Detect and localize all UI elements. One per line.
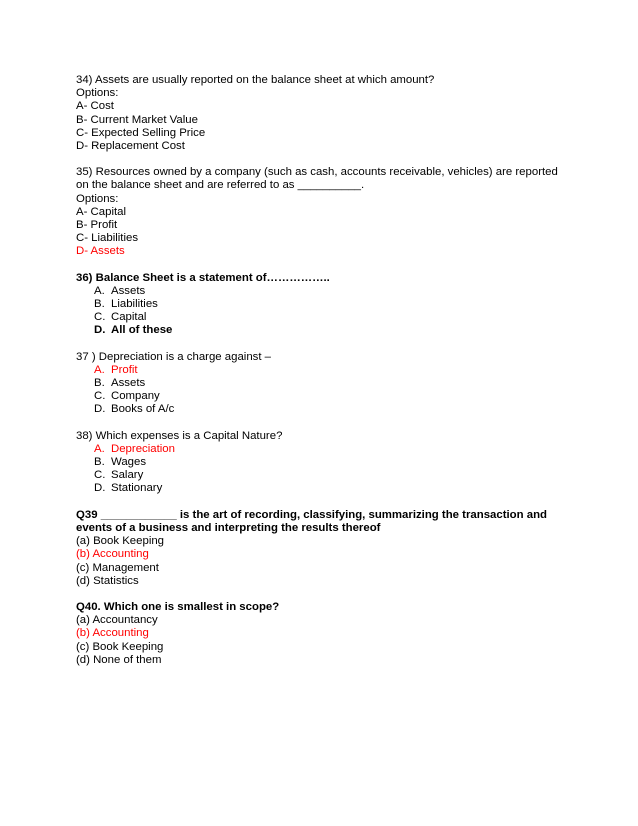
option-text: Stationary bbox=[111, 482, 163, 495]
option-37-d bbox=[94, 403, 576, 416]
option-38-d bbox=[94, 482, 576, 495]
options-label: Options: bbox=[76, 192, 119, 205]
document-page bbox=[76, 74, 576, 680]
option-text: Wages bbox=[111, 456, 147, 469]
option-38-b bbox=[94, 456, 576, 469]
option-label: B. bbox=[94, 377, 105, 390]
question-34-text: 34) Assets are usually reported on the balance sheet at which amount? bbox=[76, 74, 435, 86]
option-text: Capital bbox=[111, 311, 147, 324]
option-39-c: (c) Management bbox=[76, 561, 159, 574]
question-36 bbox=[76, 272, 576, 338]
option-35-c: C- Liabilities bbox=[76, 232, 139, 245]
option-text: Salary bbox=[111, 469, 144, 482]
option-label: C. bbox=[94, 469, 106, 482]
option-34-d: D- Replacement Cost bbox=[76, 140, 185, 153]
question-35-text-line1: 35) Resources owned by a company (such as cash, accounts receivable, vehicles) are reported bbox=[76, 166, 558, 179]
option-40-a: (a) Accountancy bbox=[76, 614, 158, 627]
option-label: A. bbox=[94, 284, 105, 297]
option-label: C. bbox=[94, 311, 106, 324]
question-37-text: 37 ) Depreciation is a charge against – bbox=[76, 350, 272, 363]
question-39 bbox=[76, 509, 576, 588]
option-text: Assets bbox=[111, 284, 146, 297]
question-39-text-line2: events of a business and interpreting the results thereof bbox=[76, 521, 381, 534]
question-38 bbox=[76, 430, 576, 496]
option-text: Books of A/c bbox=[111, 403, 175, 416]
option-38-a-answer bbox=[94, 443, 576, 456]
option-35-a: A- Capital bbox=[76, 205, 127, 218]
option-36-d-answer bbox=[94, 324, 576, 337]
option-34-a: A- Cost bbox=[76, 100, 114, 113]
option-35-d-answer: D- Assets bbox=[76, 245, 125, 258]
option-label: A. bbox=[94, 363, 105, 376]
option-40-d: (d) None of them bbox=[76, 653, 162, 666]
question-40 bbox=[76, 601, 576, 667]
option-36-a bbox=[94, 285, 576, 298]
option-list-36 bbox=[76, 285, 576, 338]
question-34 bbox=[76, 74, 576, 153]
option-37-a-answer bbox=[94, 364, 576, 377]
option-39-b-answer: (b) Accounting bbox=[76, 548, 149, 561]
question-37 bbox=[76, 351, 576, 417]
option-label: A. bbox=[94, 442, 105, 455]
option-text: Assets bbox=[111, 377, 146, 390]
options-label: Options: bbox=[76, 87, 119, 100]
option-label: D. bbox=[94, 403, 106, 416]
option-38-c bbox=[94, 469, 576, 482]
question-38-text: 38) Which expenses is a Capital Nature? bbox=[76, 429, 283, 442]
option-list-37 bbox=[76, 364, 576, 417]
option-39-a: (a) Book Keeping bbox=[76, 535, 165, 548]
option-37-b bbox=[94, 377, 576, 390]
question-39-text-line1: Q39 ____________ is the art of recording, classifying, summarizing the transaction and bbox=[76, 508, 547, 521]
option-39-d: (d) Statistics bbox=[76, 574, 139, 587]
option-label: D. bbox=[94, 482, 106, 495]
option-40-c: (c) Book Keeping bbox=[76, 640, 164, 653]
question-36-text: 36) Balance Sheet is a statement of…………….. bbox=[76, 271, 330, 284]
question-35-text-line2: on the balance sheet and are referred to as __________. bbox=[76, 179, 365, 192]
option-label: D. bbox=[94, 324, 106, 337]
option-37-c bbox=[94, 390, 576, 403]
option-text: Profit bbox=[111, 363, 138, 376]
option-40-b-answer: (b) Accounting bbox=[76, 627, 149, 640]
option-text: Liabilities bbox=[111, 298, 158, 311]
option-label: B. bbox=[94, 298, 105, 311]
option-text: Company bbox=[111, 390, 160, 403]
option-text: Depreciation bbox=[111, 442, 175, 455]
question-35 bbox=[76, 166, 576, 258]
question-40-text: Q40. Which one is smallest in scope? bbox=[76, 600, 280, 613]
option-34-b: B- Current Market Value bbox=[76, 113, 198, 126]
option-35-b: B- Profit bbox=[76, 219, 118, 232]
option-label: B. bbox=[94, 456, 105, 469]
option-34-c: C- Expected Selling Price bbox=[76, 126, 206, 139]
option-list-38 bbox=[76, 443, 576, 496]
option-label: C. bbox=[94, 390, 106, 403]
option-text: All of these bbox=[111, 324, 173, 337]
option-36-c bbox=[94, 311, 576, 324]
option-36-b bbox=[94, 298, 576, 311]
